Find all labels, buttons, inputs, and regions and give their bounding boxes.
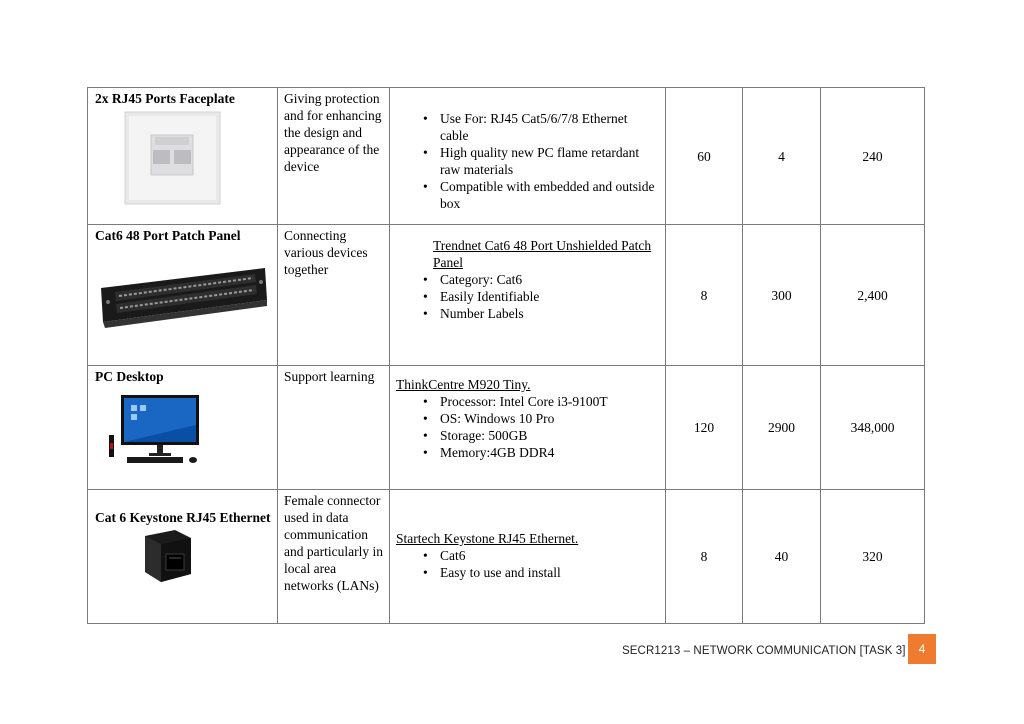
purpose-cell: Support learning	[278, 366, 390, 490]
spec-cell	[390, 88, 666, 225]
table-row	[88, 88, 925, 225]
unit-price-cell: 4	[743, 88, 821, 225]
table-row	[88, 490, 925, 624]
table-row	[88, 366, 925, 490]
spec-item: • Storage: 500GB	[440, 427, 659, 444]
keystone-jack-image	[95, 526, 245, 590]
spec-item: • High quality new PC flame retardant raw materials	[440, 144, 659, 178]
quantity-cell: 120	[666, 366, 743, 490]
unit-price-cell: 2900	[743, 366, 821, 490]
spec-cell	[390, 490, 666, 624]
spec-item: • Processor: Intel Core i3-9100T	[440, 393, 659, 410]
spec-item: • Easily Identifiable	[440, 288, 659, 305]
patch-panel-image	[95, 244, 273, 334]
quantity-cell: 8	[666, 225, 743, 366]
table-row	[88, 225, 925, 366]
item-name: Cat 6 Keystone RJ45 Ethernet	[95, 510, 271, 525]
unit-price-cell: 40	[743, 490, 821, 624]
faceplate-image	[95, 107, 245, 207]
spec-heading: Trendnet Cat6 48 Port Unshielded Patch Panel	[433, 238, 652, 270]
total-cell: 320	[821, 490, 925, 624]
spec-item: • Memory:4GB DDR4	[440, 444, 659, 461]
spec-cell	[390, 225, 666, 366]
spec-item: • Use For: RJ45 Cat5/6/7/8 Ethernet cable	[440, 110, 659, 144]
item-name: Cat6 48 Port Patch Panel	[95, 228, 241, 243]
equipment-table	[87, 87, 925, 624]
purpose-cell: Female connector used in data communication and particularly in local area networks (LANs)	[278, 490, 390, 624]
item-name: PC Desktop	[95, 369, 164, 384]
pc-desktop-image	[95, 385, 245, 469]
spec-item: • Number Labels	[440, 305, 659, 322]
unit-price-cell: 300	[743, 225, 821, 366]
spec-item: • Cat6	[440, 547, 659, 564]
total-cell: 348,000	[821, 366, 925, 490]
purpose-cell: Connecting various devices together	[278, 225, 390, 366]
total-cell: 240	[821, 88, 925, 225]
page-number-badge: 4	[908, 634, 936, 664]
spec-list	[396, 393, 659, 461]
item-name: 2x RJ45 Ports Faceplate	[95, 91, 235, 106]
item-name-cell	[88, 225, 278, 366]
spec-item: • OS: Windows 10 Pro	[440, 410, 659, 427]
total-cell: 2,400	[821, 225, 925, 366]
spec-item: • Category: Cat6	[440, 271, 659, 288]
spec-item: • Easy to use and install	[440, 564, 659, 581]
spec-cell	[390, 366, 666, 490]
spec-list	[396, 271, 659, 322]
quantity-cell: 8	[666, 490, 743, 624]
spec-item: • Compatible with embedded and outside box	[440, 178, 659, 212]
item-name-cell	[88, 490, 278, 624]
item-name-cell	[88, 366, 278, 490]
spec-list	[396, 110, 659, 212]
page-footer	[622, 638, 914, 664]
quantity-cell: 60	[666, 88, 743, 225]
item-name-cell	[88, 88, 278, 225]
spec-list	[396, 547, 659, 581]
purpose-cell: Giving protection and for enhancing the design and appearance of the device	[278, 88, 390, 225]
spec-heading: ThinkCentre M920 Tiny.	[396, 377, 531, 392]
spec-heading: Startech Keystone RJ45 Ethernet.	[396, 531, 579, 546]
footer-course-title: SECR1213 – NETWORK COMMUNICATION [TASK 3]	[622, 645, 906, 657]
